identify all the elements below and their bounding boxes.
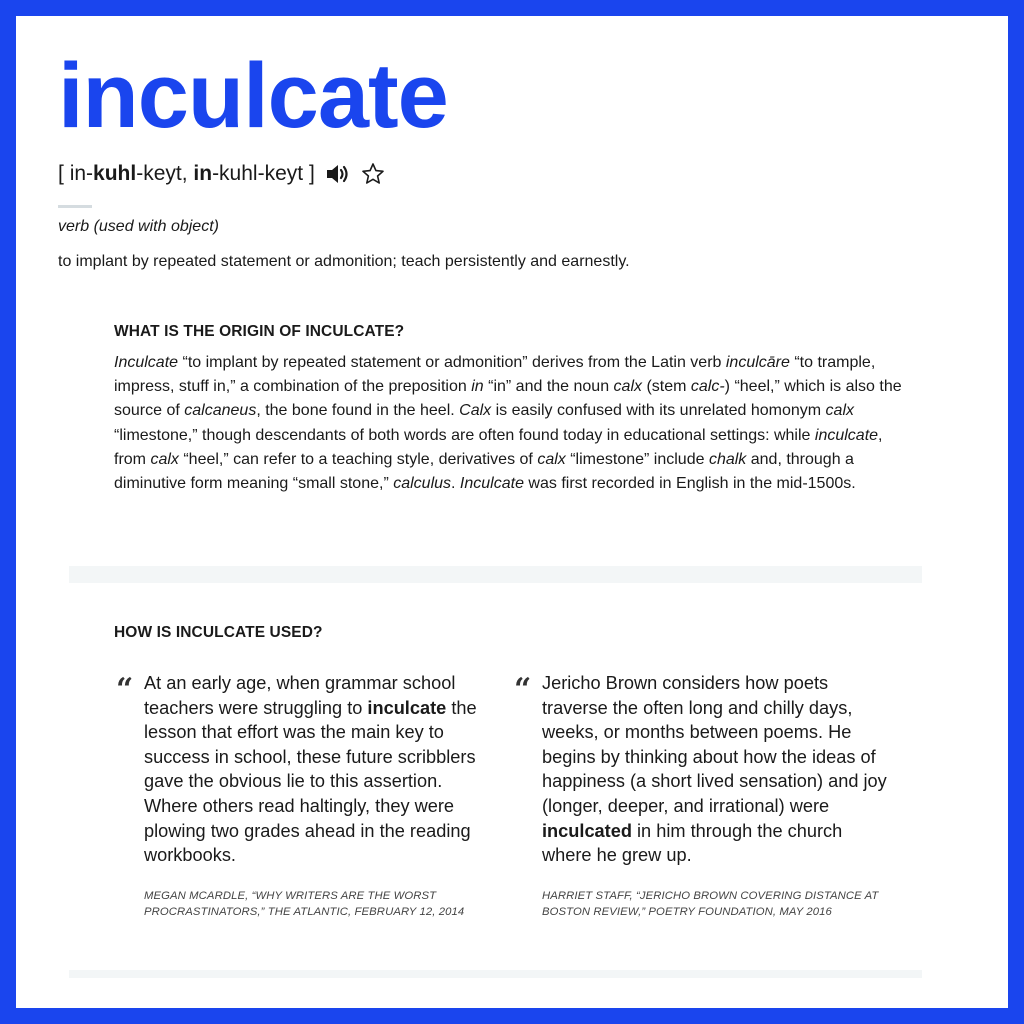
origin-text-part: is easily confused with its unrelated homonym (491, 402, 826, 420)
bracket-open: [ (58, 162, 64, 185)
speaker-icon[interactable] (325, 163, 351, 185)
origin-term: inculcāre (725, 354, 790, 371)
origin-text-part: ) “heel,” which is also the source of (114, 378, 902, 420)
quote-text (144, 671, 494, 868)
origin-text-part: “in” and the noun (483, 378, 614, 396)
syllable: -keyt, (136, 162, 194, 185)
quote-mark-icon: “ (514, 672, 532, 707)
origin-text-part: “to trample, impress, stuff in,” a combination of the preposition (114, 354, 876, 396)
quote-text-part: At an early age, when grammar school teachers were struggling to (144, 673, 456, 718)
origin-text-part: (stem (642, 378, 691, 396)
part-of-speech: verb (used with object) (58, 218, 219, 235)
origin-term: inculcate (814, 426, 879, 444)
quote-text (542, 671, 892, 868)
origin-text-part: , from (114, 426, 883, 468)
headword: inculcate (58, 45, 448, 147)
origin-text-part: and, through a diminutive form meaning “small stone,” (114, 450, 854, 493)
section-divider (69, 566, 922, 583)
origin-text-part: “to implant by repeated statement or admonition” derives from the Latin verb (178, 354, 726, 371)
origin-term: chalk (708, 450, 747, 468)
quote-mark-icon: “ (116, 672, 134, 707)
quote-citation: HARRIET STAFF, “JERICHO BROWN COVERING DISTANCE AT BOSTON REVIEW,” POETRY FOUNDATION, MAY 2016 (542, 889, 879, 918)
origin-term: in (471, 378, 484, 396)
short-divider (58, 205, 92, 208)
quote-text-part: in him through the church where he grew up. (542, 820, 843, 866)
origin-text-part: “heel,” can refer to a teaching style, derivatives of (178, 450, 538, 468)
stressed-syllable: kuhl (93, 162, 137, 185)
quote-text-part: Jericho Brown considers how poets traverse the often long and chilly days, weeks, or months between poems. He begins by thinking about how the ideas of happiness (a short lived sensation) and joy (longer, deeper, and irrational) were (542, 673, 887, 816)
usage-quote-1 (116, 671, 494, 920)
origin-term: calx (613, 378, 642, 396)
origin-term: calx (537, 450, 566, 468)
origin-term: Inculcate (459, 475, 524, 493)
bracket-close: ] (308, 162, 315, 185)
stressed-syllable: in (193, 162, 213, 185)
pronunciation (58, 162, 385, 186)
origin-term: calx (825, 402, 854, 420)
quote-highlight: inculcate (367, 697, 447, 718)
origin-text-part: . (451, 475, 460, 493)
pronunciation-text (58, 162, 315, 186)
definition: to implant by repeated statement or admonition; teach persistently and earnestly. (58, 253, 630, 270)
syllable: in- (69, 162, 94, 185)
section-divider-bottom (69, 970, 922, 978)
origin-term: calculus (393, 475, 452, 493)
origin-term: Calx (459, 402, 492, 420)
origin-text-part: “limestone” include (565, 450, 709, 468)
star-icon[interactable] (361, 162, 385, 186)
quote-citation: MEGAN MCARDLE, “WHY WRITERS ARE THE WORST PROCRASTINATORS,” THE ATLANTIC, FEBRUARY 12, 2014 (144, 889, 465, 918)
quote-text-part: the lesson that effort was the main key to success in school, these future scribblers gave the obvious lie to this assertion. Where others read haltingly, they were plowing two grades ahead in the reading workbooks. (144, 697, 477, 866)
origin-term: calc- (690, 378, 725, 396)
origin-term: calcaneus (184, 402, 257, 420)
quote-highlight: inculcated (542, 820, 632, 841)
origin-text-part: “limestone,” though descendants of both words are often found today in educational settings: while (114, 426, 815, 444)
origin-text-part: , the bone found in the heel. (256, 402, 460, 420)
origin-text-part: was first recorded in English in the mid-1500s. (523, 475, 856, 493)
syllable: -kuhl-keyt (212, 162, 304, 185)
origin-term: Inculcate (114, 354, 179, 371)
origin-paragraph (114, 351, 904, 496)
usage-heading: HOW IS INCULCATE USED? (114, 624, 323, 641)
usage-quote-2 (514, 671, 892, 920)
origin-term: calx (150, 450, 179, 468)
origin-heading: WHAT IS THE ORIGIN OF INCULCATE? (114, 323, 405, 340)
